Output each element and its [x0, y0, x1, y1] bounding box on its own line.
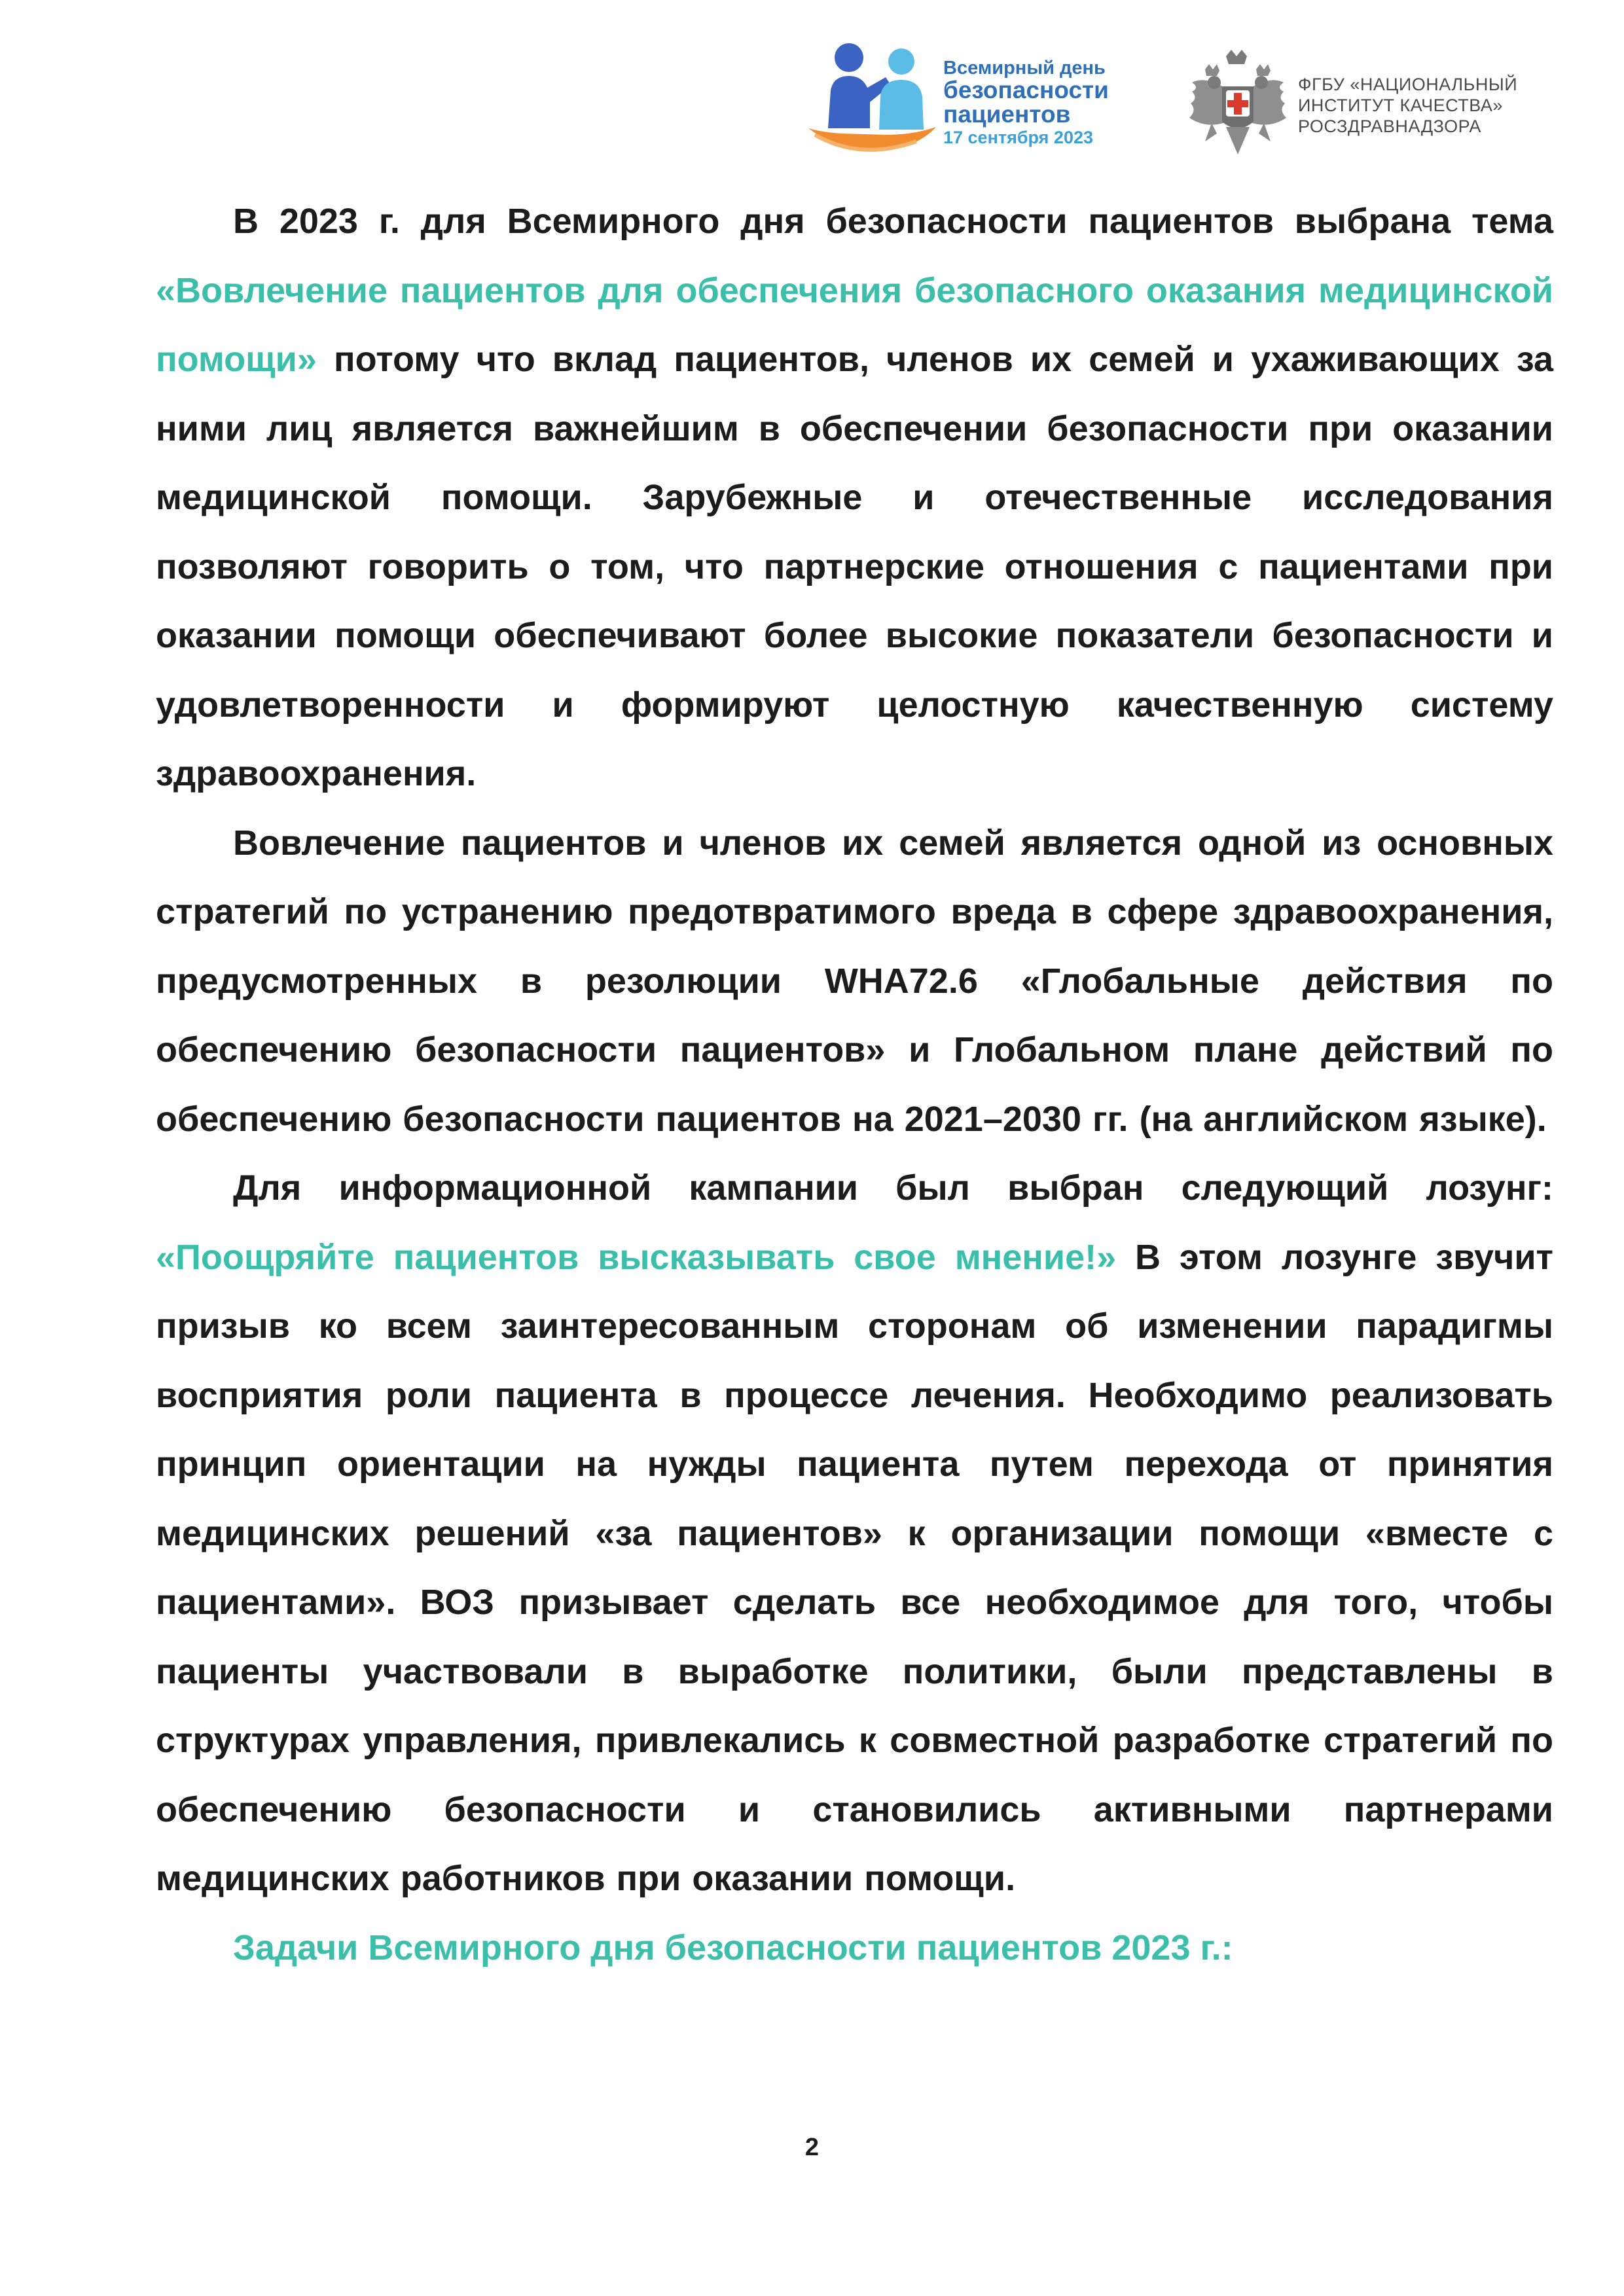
national-quality-institute-logo [1185, 50, 1552, 161]
double-headed-eagle-emblem-icon [1185, 50, 1290, 161]
event-logo-text [943, 59, 1109, 147]
institute-logo-line1: ФГБУ «НАЦИОНАЛЬНЫЙ [1298, 75, 1518, 94]
event-logo-line1: Всемирный день [943, 58, 1106, 79]
event-logo-line3: пациентов [943, 101, 1071, 128]
event-logo-date: 17 сентября 2023 [943, 128, 1093, 147]
tasks-heading: Задачи Всемирного дня безопасности пациентов 2023 г.: [233, 1928, 1233, 1967]
paragraph-theme [156, 187, 1553, 809]
paragraph-theme-rest: потому что вклад пациентов, членов их семей и ухаживающих за ними лиц является важнейшим в обеспечении безопасности при оказании медицинской помощи. Зарубежные и отечественные исследования позволяют говорить о том, что партнерские отношения с пациентами при оказании помощи обеспечивают более высокие показатели безопасности и удовлетворенности и формируют целостную качественную систему здравоохранения. [156, 340, 1553, 793]
page-number: 2 [804, 2134, 820, 2161]
patient-safety-day-logo [802, 37, 1136, 161]
theme-highlight: «Вовлечение пациентов для обеспечения безопасного оказания медицинской помощи» [156, 270, 1553, 379]
institute-logo-text [1298, 75, 1517, 137]
paragraph-slogan-rest: В этом лозунге звучит призыв ко всем заинтересованным сторонам об изменении парадигмы восприятия роли пациента в процессе лечения. Необходимо реализовать принцип ориентации на нужды пациента путем перехода от принятия медицинских решений «за пациентов» к организации помощи «вместе с пациентами». ВОЗ призывает сделать все необходимое для того, чтобы пациенты участвовали в выработке политики, были представлены в структурах управления, привлекались к совместной разработке стратегий по обеспечению безопасности и становились активными партнерами медицинских работников при оказании помощи. [156, 1237, 1554, 1898]
page-header [802, 31, 1555, 162]
institute-logo-line3: РОСЗДРАВНАДЗОРА [1298, 116, 1481, 136]
paragraph-theme-intro: В 2023 г. для Всемирного дня безопасности пациентов выбрана тема [233, 202, 1553, 241]
paragraph-slogan [156, 1154, 1553, 1914]
paragraph-strategy: Вовлечение пациентов и членов их семей является одной из основных стратегий по устранению предотвратимого вреда в сфере здравоохранения, предусмотренных в резолюции WHA72.6 «Глобальные действия по обеспечению безопасности пациентов» и Глобальном плане действий по обеспечению безопасности пациентов на 2021–2030 гг. (на английском языке). [156, 823, 1553, 1139]
paragraph-slogan-intro: Для информационной кампании был выбран следующий лозунг: [233, 1168, 1553, 1208]
people-hands-icon [802, 37, 939, 161]
institute-logo-line2: ИНСТИТУТ КАЧЕСТВА» [1298, 95, 1503, 115]
document-body [156, 187, 1553, 1982]
slogan-highlight: «Поощряйте пациентов высказывать свое мнение!» [156, 1237, 1117, 1277]
event-logo-line2: безопасности [943, 77, 1109, 103]
